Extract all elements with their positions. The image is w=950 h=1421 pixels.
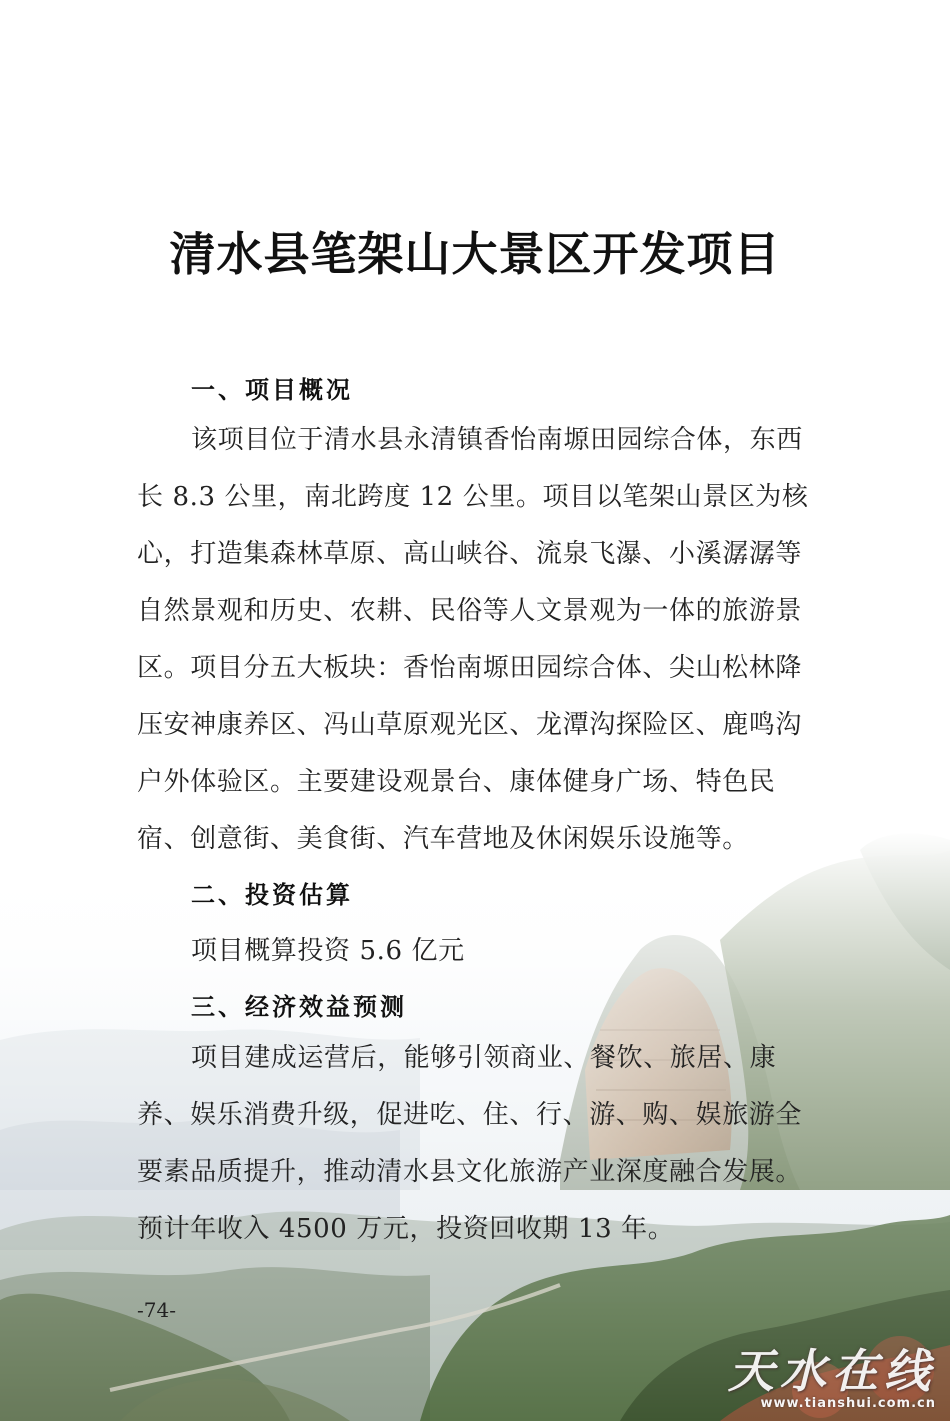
watermark-url: www.tianshui.com.cn <box>760 1396 936 1411</box>
section-heading-investment: 二、投资估算 <box>191 881 353 909</box>
watermark-brand: 天水在线 <box>728 1344 936 1398</box>
page-number: -74- <box>137 1298 176 1322</box>
document-title: 清水县笔架山大景区开发项目 <box>169 227 781 281</box>
section-heading-benefit: 三、经济效益预测 <box>191 993 407 1021</box>
section-body-investment: 项目概算投资 5.6 亿元 <box>191 936 465 966</box>
section-body-overview: 该项目位于清水县永清镇香怡南塬田园综合体，东西长 8.3 公里，南北跨度 12 公里。项目以笔架山景区为核心，打造集森林草原、高山峡谷、流泉飞瀑、小溪潺潺等自然景观和历史、农耕、民俗等人文景观为一体的旅游景区。项目分五大板块：香怡南塬田园综合体、尖山松林降压安神康养区、冯山草原观光区、龙潭沟探险区、鹿鸣沟户外体验区。主要建设观景台、康体健身广场、特色民宿、创意街、美食街、汽车营地及休闲娱乐设施等。 <box>137 425 809 854</box>
site-watermark <box>728 1346 936 1411</box>
section-body-benefit: 项目建成运营后，能够引领商业、餐饮、旅居、康养、娱乐消费升级，促进吃、住、行、游、购、娱旅游全要素品质提升，推动清水县文化旅游产业深度融合发展。预计年收入 4500 万元，投资回收期 13 年。 <box>137 1043 803 1244</box>
section-heading-overview: 一、项目概况 <box>191 376 353 404</box>
